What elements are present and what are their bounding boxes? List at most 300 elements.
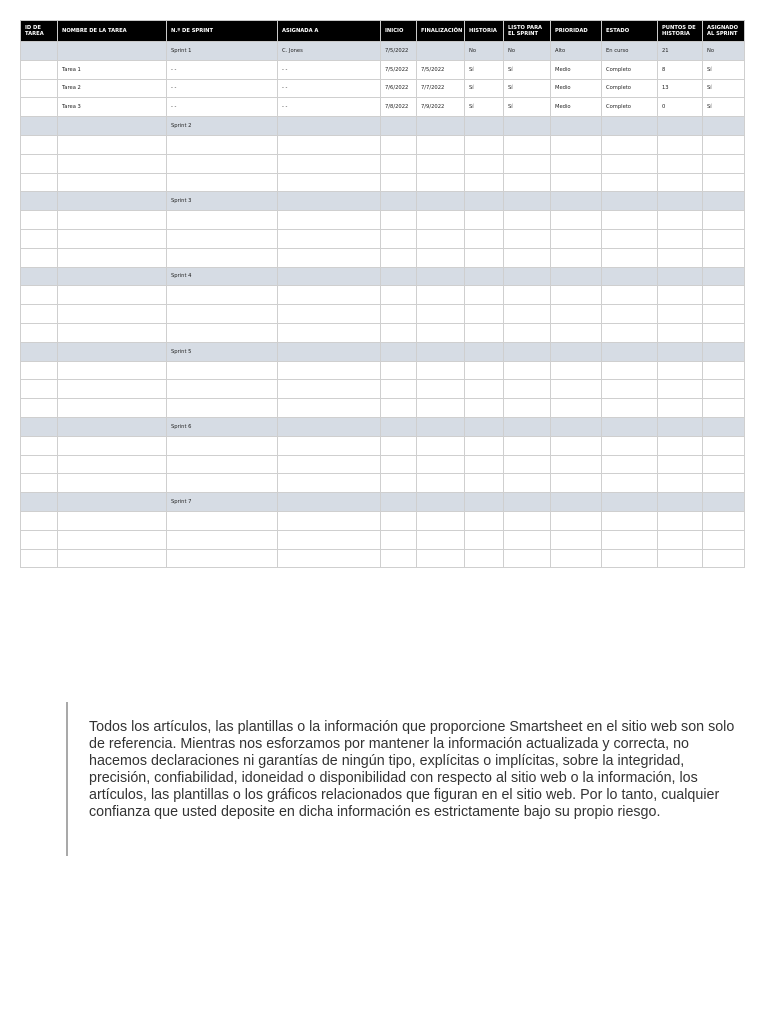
table-cell[interactable]: Medio: [551, 60, 602, 79]
table-cell[interactable]: [602, 248, 658, 267]
table-cell[interactable]: [504, 323, 551, 342]
table-cell[interactable]: [703, 399, 745, 418]
table-cell[interactable]: [278, 192, 381, 211]
table-cell[interactable]: [465, 248, 504, 267]
table-cell[interactable]: [602, 154, 658, 173]
table-cell[interactable]: [381, 117, 417, 136]
table-cell[interactable]: 0: [658, 98, 703, 117]
table-cell[interactable]: [465, 511, 504, 530]
table-cell[interactable]: [417, 474, 465, 493]
table-cell[interactable]: [465, 135, 504, 154]
table-cell[interactable]: [703, 135, 745, 154]
table-cell[interactable]: Medio: [551, 98, 602, 117]
table-cell[interactable]: [465, 211, 504, 230]
table-cell[interactable]: [417, 342, 465, 361]
table-cell[interactable]: [381, 436, 417, 455]
table-cell[interactable]: [703, 173, 745, 192]
table-cell[interactable]: [551, 286, 602, 305]
table-cell[interactable]: [21, 399, 58, 418]
table-cell[interactable]: [465, 417, 504, 436]
table-cell[interactable]: [602, 474, 658, 493]
table-cell[interactable]: [602, 511, 658, 530]
table-cell[interactable]: [658, 455, 703, 474]
table-cell[interactable]: [21, 361, 58, 380]
table-cell[interactable]: [21, 211, 58, 230]
table-cell[interactable]: [58, 211, 167, 230]
table-cell[interactable]: [551, 361, 602, 380]
table-cell[interactable]: [381, 399, 417, 418]
table-cell[interactable]: [658, 135, 703, 154]
table-cell[interactable]: [658, 248, 703, 267]
table-cell[interactable]: [21, 98, 58, 117]
table-cell[interactable]: [278, 549, 381, 568]
table-cell[interactable]: - -: [278, 98, 381, 117]
table-cell[interactable]: [703, 267, 745, 286]
table-cell[interactable]: [21, 267, 58, 286]
table-cell[interactable]: [658, 380, 703, 399]
table-cell[interactable]: [602, 549, 658, 568]
table-cell[interactable]: Sprint 3: [167, 192, 278, 211]
table-cell[interactable]: [465, 117, 504, 136]
table-cell[interactable]: [417, 323, 465, 342]
table-cell[interactable]: [658, 192, 703, 211]
table-cell[interactable]: [167, 154, 278, 173]
table-cell[interactable]: [658, 493, 703, 512]
table-cell[interactable]: [658, 549, 703, 568]
table-cell[interactable]: [465, 192, 504, 211]
table-cell[interactable]: Medio: [551, 79, 602, 98]
table-cell[interactable]: [658, 323, 703, 342]
table-cell[interactable]: [278, 361, 381, 380]
table-cell[interactable]: [58, 455, 167, 474]
table-cell[interactable]: [381, 380, 417, 399]
table-cell[interactable]: [602, 380, 658, 399]
table-cell[interactable]: 7/6/2022: [381, 79, 417, 98]
table-cell[interactable]: [381, 211, 417, 230]
table-cell[interactable]: [602, 192, 658, 211]
table-cell[interactable]: [21, 248, 58, 267]
table-cell[interactable]: [21, 117, 58, 136]
table-cell[interactable]: [58, 399, 167, 418]
table-cell[interactable]: [504, 229, 551, 248]
table-cell[interactable]: Tarea 3: [58, 98, 167, 117]
table-cell[interactable]: [21, 474, 58, 493]
table-cell[interactable]: [658, 286, 703, 305]
table-cell[interactable]: Completo: [602, 79, 658, 98]
table-cell[interactable]: [278, 455, 381, 474]
table-cell[interactable]: [504, 530, 551, 549]
table-cell[interactable]: [58, 342, 167, 361]
table-cell[interactable]: [465, 267, 504, 286]
table-cell[interactable]: [21, 229, 58, 248]
table-cell[interactable]: Sí: [465, 60, 504, 79]
table-cell[interactable]: [58, 474, 167, 493]
table-cell[interactable]: [58, 135, 167, 154]
table-cell[interactable]: [21, 286, 58, 305]
table-cell[interactable]: Sprint 6: [167, 417, 278, 436]
table-cell[interactable]: [58, 417, 167, 436]
table-cell[interactable]: [167, 436, 278, 455]
table-cell[interactable]: Completo: [602, 60, 658, 79]
table-cell[interactable]: [417, 248, 465, 267]
table-cell[interactable]: Tarea 1: [58, 60, 167, 79]
table-cell[interactable]: [58, 305, 167, 324]
table-cell[interactable]: Sí: [504, 60, 551, 79]
table-cell[interactable]: [417, 305, 465, 324]
table-cell[interactable]: [417, 455, 465, 474]
table-cell[interactable]: [381, 154, 417, 173]
table-cell[interactable]: [417, 399, 465, 418]
table-cell[interactable]: [602, 323, 658, 342]
table-cell[interactable]: 13: [658, 79, 703, 98]
table-cell[interactable]: [278, 305, 381, 324]
table-cell[interactable]: [504, 305, 551, 324]
table-cell[interactable]: [167, 305, 278, 324]
table-cell[interactable]: [703, 493, 745, 512]
table-cell[interactable]: [381, 417, 417, 436]
table-cell[interactable]: [21, 380, 58, 399]
table-cell[interactable]: [417, 154, 465, 173]
table-cell[interactable]: [658, 511, 703, 530]
table-cell[interactable]: [602, 135, 658, 154]
table-cell[interactable]: [465, 436, 504, 455]
table-cell[interactable]: [504, 154, 551, 173]
table-cell[interactable]: [167, 248, 278, 267]
table-cell[interactable]: [703, 530, 745, 549]
table-cell[interactable]: [278, 399, 381, 418]
table-cell[interactable]: Sí: [465, 79, 504, 98]
table-cell[interactable]: [504, 474, 551, 493]
table-cell[interactable]: [602, 417, 658, 436]
table-cell[interactable]: [167, 549, 278, 568]
table-cell[interactable]: [417, 549, 465, 568]
table-cell[interactable]: [658, 267, 703, 286]
table-cell[interactable]: [504, 286, 551, 305]
table-cell[interactable]: [381, 286, 417, 305]
table-cell[interactable]: [58, 286, 167, 305]
table-cell[interactable]: [465, 286, 504, 305]
table-cell[interactable]: No: [465, 42, 504, 61]
table-cell[interactable]: [602, 229, 658, 248]
table-cell[interactable]: [551, 549, 602, 568]
table-cell[interactable]: [58, 248, 167, 267]
table-cell[interactable]: [504, 417, 551, 436]
table-cell[interactable]: [278, 474, 381, 493]
table-cell[interactable]: [658, 530, 703, 549]
table-cell[interactable]: [278, 229, 381, 248]
table-cell[interactable]: [504, 211, 551, 230]
table-cell[interactable]: [658, 173, 703, 192]
table-cell[interactable]: [465, 530, 504, 549]
table-cell[interactable]: [551, 530, 602, 549]
table-cell[interactable]: [167, 286, 278, 305]
table-cell[interactable]: [58, 493, 167, 512]
table-cell[interactable]: [58, 361, 167, 380]
table-cell[interactable]: [703, 192, 745, 211]
table-cell[interactable]: [278, 117, 381, 136]
table-cell[interactable]: [278, 493, 381, 512]
table-cell[interactable]: [703, 342, 745, 361]
table-cell[interactable]: [58, 154, 167, 173]
table-cell[interactable]: [381, 267, 417, 286]
table-cell[interactable]: [417, 511, 465, 530]
table-cell[interactable]: [381, 342, 417, 361]
table-cell[interactable]: [602, 286, 658, 305]
table-cell[interactable]: [703, 117, 745, 136]
table-cell[interactable]: [504, 361, 551, 380]
table-cell[interactable]: [381, 305, 417, 324]
table-cell[interactable]: [21, 173, 58, 192]
table-cell[interactable]: [417, 417, 465, 436]
table-cell[interactable]: [465, 493, 504, 512]
table-cell[interactable]: [703, 323, 745, 342]
table-cell[interactable]: [658, 305, 703, 324]
table-cell[interactable]: [465, 154, 504, 173]
table-cell[interactable]: [703, 211, 745, 230]
table-cell[interactable]: [278, 211, 381, 230]
table-cell[interactable]: [602, 455, 658, 474]
table-cell[interactable]: - -: [167, 60, 278, 79]
table-cell[interactable]: [58, 267, 167, 286]
table-cell[interactable]: Sí: [703, 79, 745, 98]
table-cell[interactable]: [278, 135, 381, 154]
table-cell[interactable]: Sprint 7: [167, 493, 278, 512]
table-cell[interactable]: [58, 380, 167, 399]
table-cell[interactable]: 21: [658, 42, 703, 61]
table-cell[interactable]: [278, 173, 381, 192]
table-cell[interactable]: [703, 154, 745, 173]
table-cell[interactable]: 7/8/2022: [381, 98, 417, 117]
table-cell[interactable]: - -: [167, 98, 278, 117]
table-cell[interactable]: [21, 192, 58, 211]
table-cell[interactable]: 8: [658, 60, 703, 79]
table-cell[interactable]: [381, 511, 417, 530]
table-cell[interactable]: [551, 474, 602, 493]
table-cell[interactable]: C. Jones: [278, 42, 381, 61]
table-cell[interactable]: [21, 305, 58, 324]
table-cell[interactable]: [417, 493, 465, 512]
table-cell[interactable]: [58, 117, 167, 136]
table-cell[interactable]: Sprint 1: [167, 42, 278, 61]
table-cell[interactable]: [381, 474, 417, 493]
table-cell[interactable]: [278, 154, 381, 173]
table-cell[interactable]: [417, 361, 465, 380]
table-cell[interactable]: [381, 549, 417, 568]
table-cell[interactable]: 7/5/2022: [417, 60, 465, 79]
table-cell[interactable]: [21, 135, 58, 154]
table-cell[interactable]: [21, 154, 58, 173]
table-cell[interactable]: [551, 117, 602, 136]
table-cell[interactable]: [167, 511, 278, 530]
table-cell[interactable]: No: [504, 42, 551, 61]
table-cell[interactable]: [417, 117, 465, 136]
table-cell[interactable]: [551, 211, 602, 230]
table-cell[interactable]: [278, 248, 381, 267]
table-cell[interactable]: [602, 117, 658, 136]
table-cell[interactable]: [21, 530, 58, 549]
table-cell[interactable]: [278, 267, 381, 286]
table-cell[interactable]: [703, 511, 745, 530]
table-cell[interactable]: [703, 248, 745, 267]
table-cell[interactable]: [703, 229, 745, 248]
table-cell[interactable]: [417, 135, 465, 154]
table-cell[interactable]: [417, 173, 465, 192]
table-cell[interactable]: No: [703, 42, 745, 61]
table-cell[interactable]: [21, 493, 58, 512]
table-cell[interactable]: [167, 211, 278, 230]
table-cell[interactable]: [658, 229, 703, 248]
table-cell[interactable]: [465, 549, 504, 568]
table-cell[interactable]: [417, 229, 465, 248]
table-cell[interactable]: [551, 154, 602, 173]
table-cell[interactable]: [21, 342, 58, 361]
table-cell[interactable]: [21, 417, 58, 436]
table-cell[interactable]: [58, 192, 167, 211]
table-cell[interactable]: [658, 474, 703, 493]
table-cell[interactable]: [551, 455, 602, 474]
table-cell[interactable]: [417, 436, 465, 455]
table-cell[interactable]: [602, 361, 658, 380]
table-cell[interactable]: [278, 417, 381, 436]
table-cell[interactable]: [167, 323, 278, 342]
table-cell[interactable]: [167, 173, 278, 192]
table-cell[interactable]: [465, 323, 504, 342]
table-cell[interactable]: [551, 192, 602, 211]
table-cell[interactable]: [504, 248, 551, 267]
table-cell[interactable]: [417, 286, 465, 305]
table-cell[interactable]: [658, 117, 703, 136]
table-cell[interactable]: [551, 248, 602, 267]
table-cell[interactable]: [658, 417, 703, 436]
table-cell[interactable]: [167, 229, 278, 248]
table-cell[interactable]: [58, 511, 167, 530]
table-cell[interactable]: [278, 286, 381, 305]
table-cell[interactable]: [703, 474, 745, 493]
table-cell[interactable]: Sí: [703, 60, 745, 79]
table-cell[interactable]: [278, 436, 381, 455]
table-cell[interactable]: [504, 436, 551, 455]
table-cell[interactable]: [504, 342, 551, 361]
table-cell[interactable]: [21, 511, 58, 530]
table-cell[interactable]: [504, 117, 551, 136]
table-cell[interactable]: [658, 361, 703, 380]
table-cell[interactable]: [58, 549, 167, 568]
table-cell[interactable]: [602, 399, 658, 418]
table-cell[interactable]: [504, 493, 551, 512]
table-cell[interactable]: - -: [278, 60, 381, 79]
table-cell[interactable]: [21, 549, 58, 568]
table-cell[interactable]: [703, 286, 745, 305]
table-cell[interactable]: [381, 493, 417, 512]
table-cell[interactable]: [504, 173, 551, 192]
table-cell[interactable]: [658, 154, 703, 173]
table-cell[interactable]: [21, 436, 58, 455]
table-cell[interactable]: [551, 493, 602, 512]
table-cell[interactable]: Sí: [504, 98, 551, 117]
table-cell[interactable]: [504, 192, 551, 211]
table-cell[interactable]: [703, 417, 745, 436]
table-cell[interactable]: [658, 342, 703, 361]
table-cell[interactable]: [703, 436, 745, 455]
table-cell[interactable]: [465, 474, 504, 493]
table-cell[interactable]: [417, 211, 465, 230]
table-cell[interactable]: [167, 399, 278, 418]
table-cell[interactable]: [417, 380, 465, 399]
table-cell[interactable]: [504, 135, 551, 154]
table-cell[interactable]: [504, 267, 551, 286]
table-cell[interactable]: Sprint 4: [167, 267, 278, 286]
table-cell[interactable]: [58, 229, 167, 248]
table-cell[interactable]: [551, 229, 602, 248]
table-cell[interactable]: [465, 399, 504, 418]
table-cell[interactable]: [58, 42, 167, 61]
table-cell[interactable]: [167, 455, 278, 474]
table-cell[interactable]: [58, 436, 167, 455]
table-cell[interactable]: [381, 455, 417, 474]
table-cell[interactable]: [167, 474, 278, 493]
table-cell[interactable]: [504, 455, 551, 474]
table-cell[interactable]: Sí: [504, 79, 551, 98]
table-cell[interactable]: [465, 229, 504, 248]
table-cell[interactable]: [381, 173, 417, 192]
table-cell[interactable]: [417, 42, 465, 61]
table-cell[interactable]: [417, 530, 465, 549]
table-cell[interactable]: Tarea 2: [58, 79, 167, 98]
table-cell[interactable]: [602, 211, 658, 230]
table-cell[interactable]: [278, 380, 381, 399]
table-cell[interactable]: 7/9/2022: [417, 98, 465, 117]
table-cell[interactable]: [167, 380, 278, 399]
table-cell[interactable]: [381, 361, 417, 380]
table-cell[interactable]: [551, 342, 602, 361]
table-cell[interactable]: [551, 135, 602, 154]
table-cell[interactable]: [551, 305, 602, 324]
table-cell[interactable]: [602, 305, 658, 324]
table-cell[interactable]: [417, 192, 465, 211]
table-cell[interactable]: Completo: [602, 98, 658, 117]
table-cell[interactable]: [504, 511, 551, 530]
table-cell[interactable]: Sí: [703, 98, 745, 117]
table-cell[interactable]: [58, 530, 167, 549]
table-cell[interactable]: [551, 399, 602, 418]
table-cell[interactable]: [21, 323, 58, 342]
table-cell[interactable]: [658, 436, 703, 455]
table-cell[interactable]: [167, 530, 278, 549]
table-cell[interactable]: Alto: [551, 42, 602, 61]
table-cell[interactable]: [551, 173, 602, 192]
table-cell[interactable]: [602, 342, 658, 361]
table-cell[interactable]: [278, 530, 381, 549]
table-cell[interactable]: [602, 530, 658, 549]
table-cell[interactable]: [58, 323, 167, 342]
table-cell[interactable]: - -: [278, 79, 381, 98]
table-cell[interactable]: [58, 173, 167, 192]
table-cell[interactable]: [381, 229, 417, 248]
table-cell[interactable]: [658, 211, 703, 230]
table-cell[interactable]: [703, 455, 745, 474]
table-cell[interactable]: [21, 60, 58, 79]
table-cell[interactable]: [465, 361, 504, 380]
table-cell[interactable]: [602, 436, 658, 455]
table-cell[interactable]: [465, 380, 504, 399]
table-cell[interactable]: [381, 248, 417, 267]
table-cell[interactable]: [551, 323, 602, 342]
table-cell[interactable]: [465, 173, 504, 192]
table-cell[interactable]: [167, 135, 278, 154]
table-cell[interactable]: [504, 380, 551, 399]
table-cell[interactable]: [417, 267, 465, 286]
table-cell[interactable]: [504, 549, 551, 568]
